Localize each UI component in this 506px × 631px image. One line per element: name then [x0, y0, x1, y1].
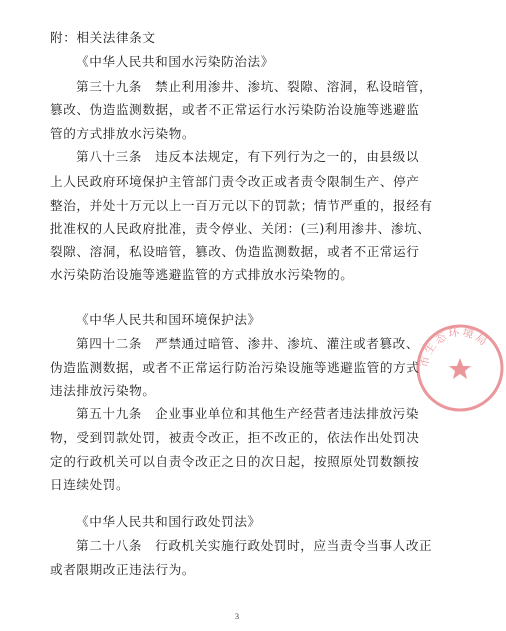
- article-59-line-4: 日连续处罚。: [50, 477, 130, 492]
- article-28-line-2: 或者限期改正违法行为。: [50, 562, 196, 577]
- appendix-heading: 附：相关法律条文: [50, 30, 156, 45]
- page-number: 3: [235, 612, 239, 621]
- article-59-line-1: 第五十九条 企业事业单位和其他生产经营者违法排放污染: [76, 406, 420, 421]
- article-42-line-3: 违法排放污染物。: [50, 383, 156, 398]
- article-83-line-1: 第八十三条 违反本法规定，有下列行为之一的，由县级以: [76, 149, 420, 164]
- article-59-line-2: 物，受到罚款处罚，被责令改正，拒不改正的，依法作出处罚决: [50, 430, 420, 445]
- article-39-line-3: 管的方式排放水污染物。: [50, 126, 196, 141]
- svg-text:市生态环境局: 市生态环境局: [417, 325, 492, 369]
- official-seal-icon: [414, 322, 506, 414]
- article-28-line-1: 第二十八条 行政机关实施行政处罚时，应当责令当事人改正: [76, 538, 433, 553]
- article-59-line-3: 定的行政机关可以自责令改正之日的次日起，按照原处罚数额按: [50, 454, 420, 469]
- article-39-line-2: 篡改、伪造监测数据，或者不正常运行水污染防治设施等逃避监: [50, 102, 420, 117]
- article-42-line-1: 第四十二条 严禁通过暗管、渗井、渗坑、灌注或者篡改、: [76, 336, 420, 351]
- article-83-line-6: 水污染防治设施等逃避监管的方式排放水污染物的。: [50, 267, 354, 282]
- law-title-admin-penalty: 《中华人民共和国行政处罚法》: [76, 514, 261, 529]
- law-title-water: 《中华人民共和国水污染防治法》: [76, 54, 274, 69]
- article-83-line-2: 上人民政府环境保护主管部门责令改正或者责令限制生产、停产: [50, 174, 420, 189]
- article-42-line-2: 伪造监测数据，或者不正常运行防治污染设施等逃避监管的方式: [50, 360, 420, 375]
- article-39-line-1: 第三十九条 禁止利用渗井、渗坑、裂隙、溶洞，私设暗管，: [76, 79, 433, 94]
- law-title-environment: 《中华人民共和国环境保护法》: [76, 312, 261, 327]
- article-83-line-5: 裂隙、溶洞，私设暗管，篡改、伪造监测数据，或者不正常运行: [50, 244, 420, 259]
- article-83-line-4: 批准权的人民政府批准，责令停业、关闭：(三)利用渗井、渗坑、: [50, 221, 431, 236]
- article-83-line-3: 整治，并处十万元以上一百万元以下的罚款；情节严重的，报经有: [50, 198, 433, 213]
